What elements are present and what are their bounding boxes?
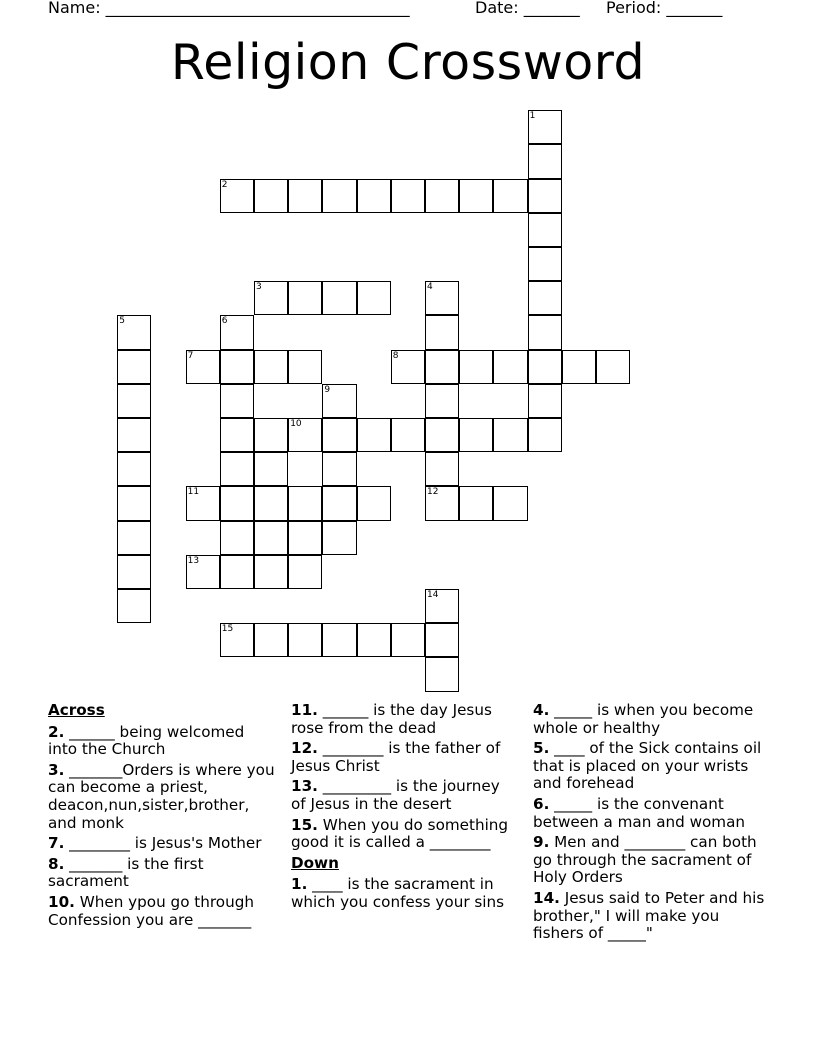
grid-cell[interactable] (186, 555, 220, 589)
clue-down-4: 4. _____ is when you become whole or healthy (533, 701, 754, 737)
grid-cell[interactable] (254, 486, 288, 520)
grid-cell[interactable] (322, 418, 356, 452)
grid-cell[interactable] (391, 418, 425, 452)
grid-cell[interactable] (425, 452, 459, 486)
clue-across-13: 13. _________ is the journey of Jesus in the desert (291, 777, 500, 813)
grid-cell[interactable] (425, 623, 459, 657)
clue-across-2: 2. ______ being welcomed into the Church (48, 722, 245, 759)
grid-cell[interactable] (254, 179, 288, 213)
grid-cell[interactable] (117, 589, 151, 623)
grid-cell[interactable] (425, 589, 459, 623)
grid-cell[interactable] (220, 452, 254, 486)
clue-number: 4 (427, 282, 433, 293)
grid-cell[interactable] (322, 452, 356, 486)
grid-cell[interactable] (391, 350, 425, 384)
grid-cell[interactable] (357, 281, 391, 315)
grid-cell[interactable] (322, 623, 356, 657)
clue-number: 2 (221, 179, 228, 190)
grid-cell[interactable] (220, 350, 254, 384)
clue-down-6: 6. _____ is the convenant between a man and woman (533, 794, 746, 831)
clue-across-10: 10. When ypou go through Confession you are _______ (48, 892, 254, 929)
grid-cell[interactable] (322, 384, 356, 418)
clue-number: 9 (324, 384, 331, 395)
grid-cell[interactable] (459, 486, 493, 520)
grid-cell[interactable] (357, 623, 391, 657)
grid-cell[interactable] (528, 350, 562, 384)
grid-cell[interactable] (528, 110, 562, 144)
clue-number: 11 (187, 487, 200, 498)
clue-across-3: 3. _______Orders is where you can become a priest, deacon,nun,sister,brother, and monk (48, 760, 275, 832)
clue-number: 1 (529, 111, 536, 122)
clue-across-12: 12. ________ is the father of Jesus Christ (291, 739, 501, 775)
grid-cell[interactable] (117, 315, 151, 349)
grid-cell[interactable] (288, 486, 322, 520)
clues-column-1 (48, 702, 276, 932)
grid-cell[interactable] (220, 315, 254, 349)
grid-cell[interactable] (528, 179, 562, 213)
grid-cell[interactable] (288, 623, 322, 657)
grid-cell[interactable] (288, 281, 322, 315)
clue-across-11: 11. ______ is the day Jesus rose from the dead (291, 701, 492, 737)
grid-cell[interactable] (117, 418, 151, 452)
grid-cell[interactable] (322, 521, 356, 555)
grid-cell[interactable] (391, 179, 425, 213)
grid-cell[interactable] (254, 418, 288, 452)
grid-cell[interactable] (528, 247, 562, 281)
grid-cell[interactable] (596, 350, 630, 384)
grid-cell[interactable] (117, 350, 151, 384)
grid-cell[interactable] (186, 486, 220, 520)
name-field[interactable]: Name: ______________________________________ (48, 0, 410, 17)
clue-down-9: 9. Men and ________ can both go through the sacrament of Holy Orders (533, 833, 757, 887)
date-field[interactable]: Date: _______ (475, 0, 580, 17)
grid-cell[interactable] (425, 418, 459, 452)
grid-cell[interactable] (322, 179, 356, 213)
grid-cell[interactable] (493, 486, 527, 520)
down-heading: Down (291, 853, 339, 872)
grid-cell[interactable] (220, 418, 254, 452)
across-heading: Across (48, 701, 105, 719)
grid-cell[interactable] (288, 418, 322, 452)
clue-number: 10 (290, 419, 302, 429)
grid-cell[interactable] (528, 213, 562, 247)
grid-cell[interactable] (425, 179, 459, 213)
grid-cell[interactable] (288, 521, 322, 555)
grid-cell[interactable] (220, 384, 254, 418)
grid-cell[interactable] (459, 350, 493, 384)
clue-down-14: 14. Jesus said to Peter and his brother," I will make you fishers of _____" (533, 888, 765, 943)
grid-cell[interactable] (459, 418, 493, 452)
clue-across-15: 15. When you do something good it is called a ________ (291, 815, 509, 852)
page-title: Religion Crossword (170, 34, 646, 91)
clue-down-5: 5. ____ of the Sick contains oil that is placed on your wrists and forehead (533, 739, 762, 793)
grid-cell[interactable] (391, 623, 425, 657)
grid-cell[interactable] (254, 623, 288, 657)
clue-number: 8 (392, 350, 399, 361)
grid-cell[interactable] (220, 623, 254, 657)
grid-cell[interactable] (528, 384, 562, 418)
grid-cell[interactable] (357, 418, 391, 452)
clue-across-8: 8. _______ is the first sacrament (48, 854, 204, 891)
grid-cell[interactable] (254, 452, 288, 486)
grid-cell[interactable] (117, 486, 151, 520)
grid-cell[interactable] (493, 350, 527, 384)
grid-cell[interactable] (425, 384, 459, 418)
grid-cell[interactable] (254, 555, 288, 589)
clue-number: 5 (119, 316, 125, 327)
clue-number: 15 (221, 624, 234, 635)
grid-cell[interactable] (459, 179, 493, 213)
grid-cell[interactable] (562, 350, 596, 384)
clue-number: 12 (427, 487, 439, 498)
grid-cell[interactable] (220, 521, 254, 555)
grid-cell[interactable] (493, 179, 527, 213)
grid-cell[interactable] (425, 281, 459, 315)
clues-column-2 (291, 702, 519, 915)
period-field[interactable]: Period: _______ (606, 0, 723, 17)
grid-cell[interactable] (254, 281, 288, 315)
grid-cell[interactable] (493, 418, 527, 452)
grid-cell[interactable] (357, 179, 391, 213)
grid-cell[interactable] (425, 486, 459, 520)
clues-column-3 (533, 702, 769, 946)
grid-cell[interactable] (254, 521, 288, 555)
grid-cell[interactable] (288, 350, 322, 384)
clue-number: 3 (256, 282, 262, 293)
grid-cell[interactable] (528, 144, 562, 178)
grid-cell[interactable] (528, 418, 562, 452)
grid-cell[interactable] (528, 281, 562, 315)
clue-across-7: 7. ________ is Jesus's Mother (48, 834, 262, 853)
grid-cell[interactable] (117, 384, 151, 418)
grid-cell[interactable] (425, 315, 459, 349)
grid-cell[interactable] (288, 555, 322, 589)
grid-cell[interactable] (254, 350, 288, 384)
clue-number: 6 (221, 316, 228, 327)
grid-cell[interactable] (220, 555, 254, 589)
grid-cell[interactable] (357, 486, 391, 520)
grid-cell[interactable] (117, 452, 151, 486)
grid-cell[interactable] (117, 555, 151, 589)
grid-cell[interactable] (186, 350, 220, 384)
grid-cell[interactable] (117, 521, 151, 555)
grid-cell[interactable] (425, 350, 459, 384)
grid-cell[interactable] (425, 657, 459, 691)
grid-cell[interactable] (322, 281, 356, 315)
clue-down-1: 1. ____ is the sacrament in which you confess your sins (291, 875, 505, 911)
clue-number: 14 (427, 590, 439, 600)
clue-number: 7 (187, 350, 194, 361)
grid-cell[interactable] (322, 486, 356, 520)
grid-cell[interactable] (220, 179, 254, 213)
clue-number: 13 (187, 555, 200, 566)
grid-cell[interactable] (288, 179, 322, 213)
grid-cell[interactable] (220, 486, 254, 520)
grid-cell[interactable] (528, 315, 562, 349)
